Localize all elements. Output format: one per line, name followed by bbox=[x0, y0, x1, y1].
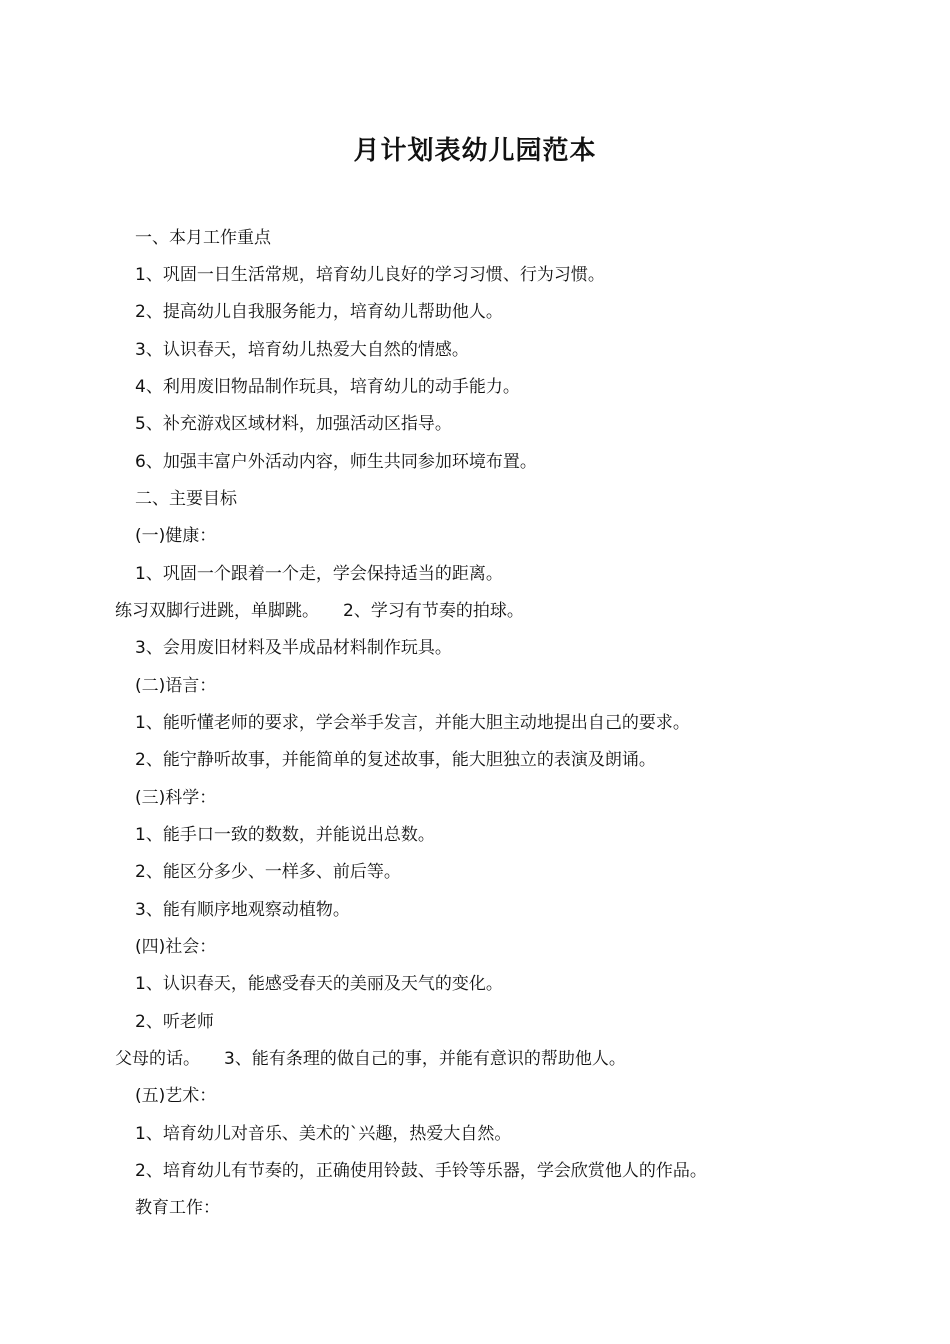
section-heading: 教育工作： bbox=[135, 1198, 220, 1218]
continuation-line bbox=[115, 600, 524, 622]
subsection-heading: (五)艺术： bbox=[135, 1086, 217, 1106]
subsection-heading: (二)语言： bbox=[135, 676, 217, 696]
list-item: 5、补充游戏区域材料，加强活动区指导。 bbox=[135, 414, 452, 434]
list-item: 1、巩固一日生活常规，培育幼儿良好的学习习惯、行为习惯。 bbox=[135, 265, 605, 285]
section-heading: 一、本月工作重点 bbox=[135, 228, 271, 248]
list-item: 2、培育幼儿有节奏的，正确使用铃鼓、手铃等乐器，学会欣赏他人的作品。 bbox=[135, 1161, 707, 1181]
document-title: 月计划表幼儿园范本 bbox=[353, 136, 597, 166]
list-item: 2、学习有节奏的拍球。 bbox=[343, 601, 524, 621]
list-item: 3、会用废旧材料及半成品材料制作玩具。 bbox=[135, 638, 452, 658]
subsection-heading: (一)健康： bbox=[135, 526, 217, 546]
list-item: 2、听老师 bbox=[135, 1012, 214, 1032]
list-item: 2、提高幼儿自我服务能力，培育幼儿帮助他人。 bbox=[135, 302, 503, 322]
list-item: 4、利用废旧物品制作玩具，培育幼儿的动手能力。 bbox=[135, 377, 520, 397]
list-item: 1、培育幼儿对音乐、美术的`兴趣，热爱大自然。 bbox=[135, 1124, 512, 1144]
list-item: 3、能有顺序地观察动植物。 bbox=[135, 900, 350, 920]
list-item: 1、认识春天，能感受春天的美丽及天气的变化。 bbox=[135, 974, 503, 994]
subsection-heading: (三)科学： bbox=[135, 788, 217, 808]
text-fragment: 练习双脚行进跳，单脚跳。 bbox=[115, 601, 319, 621]
list-item: 3、认识春天，培育幼儿热爱大自然的情感。 bbox=[135, 340, 469, 360]
text-fragment: 父母的话。 bbox=[115, 1049, 200, 1069]
list-item: 2、能宁静听故事，并能简单的复述故事，能大胆独立的表演及朗诵。 bbox=[135, 750, 656, 770]
list-item: 1、能手口一致的数数，并能说出总数。 bbox=[135, 825, 435, 845]
list-item: 1、能听懂老师的要求，学会举手发言，并能大胆主动地提出自己的要求。 bbox=[135, 713, 690, 733]
section-heading: 二、主要目标 bbox=[135, 489, 237, 509]
list-item: 6、加强丰富户外活动内容，师生共同参加环境布置。 bbox=[135, 452, 537, 472]
list-item: 2、能区分多少、一样多、前后等。 bbox=[135, 862, 401, 882]
list-item: 1、巩固一个跟着一个走，学会保持适当的距离。 bbox=[135, 564, 503, 584]
continuation-line bbox=[115, 1048, 626, 1070]
list-item: 3、能有条理的做自己的事，并能有意识的帮助他人。 bbox=[224, 1049, 626, 1069]
subsection-heading: (四)社会： bbox=[135, 937, 217, 957]
